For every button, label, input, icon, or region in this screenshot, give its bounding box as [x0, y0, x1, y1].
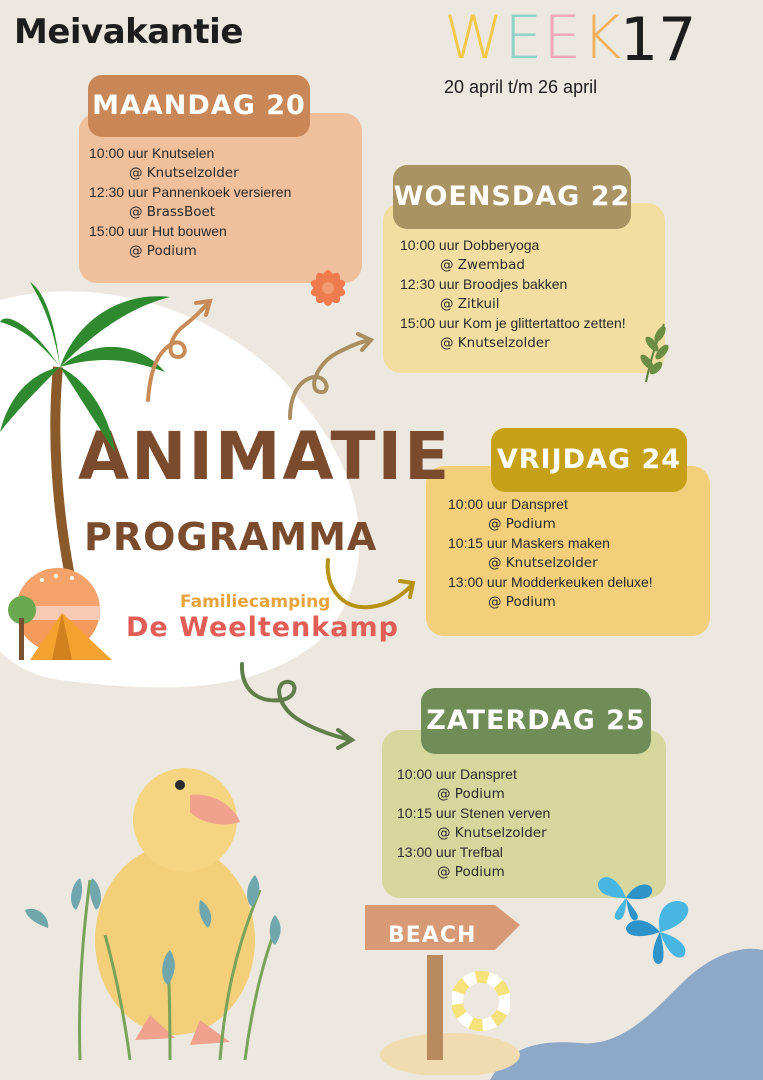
activity-time: 10:00 uur Danspret	[448, 496, 568, 512]
activity-location: @ Podium	[129, 242, 197, 259]
week-letter: E	[543, 3, 583, 73]
activity-list-woensdag	[400, 236, 662, 353]
curly-arrow-icon	[140, 295, 220, 405]
week-letter: E	[504, 3, 544, 73]
activity-time: 10:00 uur Knutselen	[89, 145, 215, 161]
activity-list-maandag	[89, 144, 359, 261]
activity-location: @ BrassBoet	[129, 203, 216, 220]
activity-time: 13:00 uur Trefbal	[397, 844, 503, 860]
activity-list-zaterdag	[397, 765, 659, 882]
activity-location: @ Podium	[488, 515, 556, 532]
activity-location: @ Podium	[437, 785, 505, 802]
activity-time: 13:00 uur Modderkeuken deluxe!	[448, 574, 653, 590]
activity-location: @ Zitkuil	[440, 295, 500, 312]
activity-location: @ Knutselzolder	[440, 334, 550, 351]
activity-time: 10:00 uur Dobberyoga	[400, 237, 540, 253]
week-dates: 20 april t/m 26 april	[444, 77, 598, 97]
week-letter: K	[582, 3, 623, 73]
activity-location: @ Podium	[488, 593, 556, 610]
poster-title: Meivakantie	[14, 12, 243, 52]
activity-list-vrijdag	[448, 495, 710, 612]
activity-location: @ Podium	[437, 863, 505, 880]
week-letter: W	[444, 3, 505, 73]
activity-location: @ Knutselzolder	[129, 164, 239, 181]
program-title: ANIMATIE	[78, 418, 452, 495]
beach-sign-label: BEACH	[388, 923, 477, 948]
curly-arrow-icon	[320, 555, 420, 615]
activity-location: @ Knutselzolder	[488, 554, 598, 571]
activity-location: @ Knutselzolder	[437, 824, 547, 841]
swim-ring-icon	[452, 970, 510, 1032]
day-header-maandag: MAANDAG 20	[88, 75, 310, 137]
week-word	[444, 3, 623, 73]
activity-time: 10:15 uur Maskers maken	[448, 535, 610, 551]
curly-arrow-icon	[282, 328, 377, 423]
tent-sunset-icon	[0, 568, 120, 664]
flower-icon	[294, 257, 362, 319]
leaf-sprig-icon	[634, 322, 674, 384]
activity-time: 15:00 uur Hut bouwen	[89, 223, 227, 239]
activity-location: @ Zwembad	[440, 256, 525, 273]
week-number: 17	[620, 5, 697, 75]
wave-icon	[490, 945, 763, 1080]
day-header-woensdag: WOENSDAG 22	[393, 165, 631, 229]
activity-time: 10:00 uur Danspret	[397, 766, 517, 782]
camping-name: De Weeltenkamp	[126, 612, 399, 643]
day-header-vrijdag: VRIJDAG 24	[491, 428, 687, 492]
program-subtitle: PROGRAMMA	[84, 515, 378, 559]
activity-time: 10:15 uur Stenen verven	[397, 805, 551, 821]
day-header-zaterdag: ZATERDAG 25	[421, 688, 651, 754]
camping-label: Familiecamping	[180, 592, 331, 612]
snowdrop-flowers-icon	[20, 850, 300, 1065]
activity-time: 12:30 uur Broodjes bakken	[400, 276, 568, 292]
activity-time: 12:30 uur Pannenkoek versieren	[89, 184, 292, 200]
activity-time: 15:00 uur Kom je glittertattoo zetten!	[400, 315, 626, 331]
curly-arrow-icon	[236, 658, 361, 753]
